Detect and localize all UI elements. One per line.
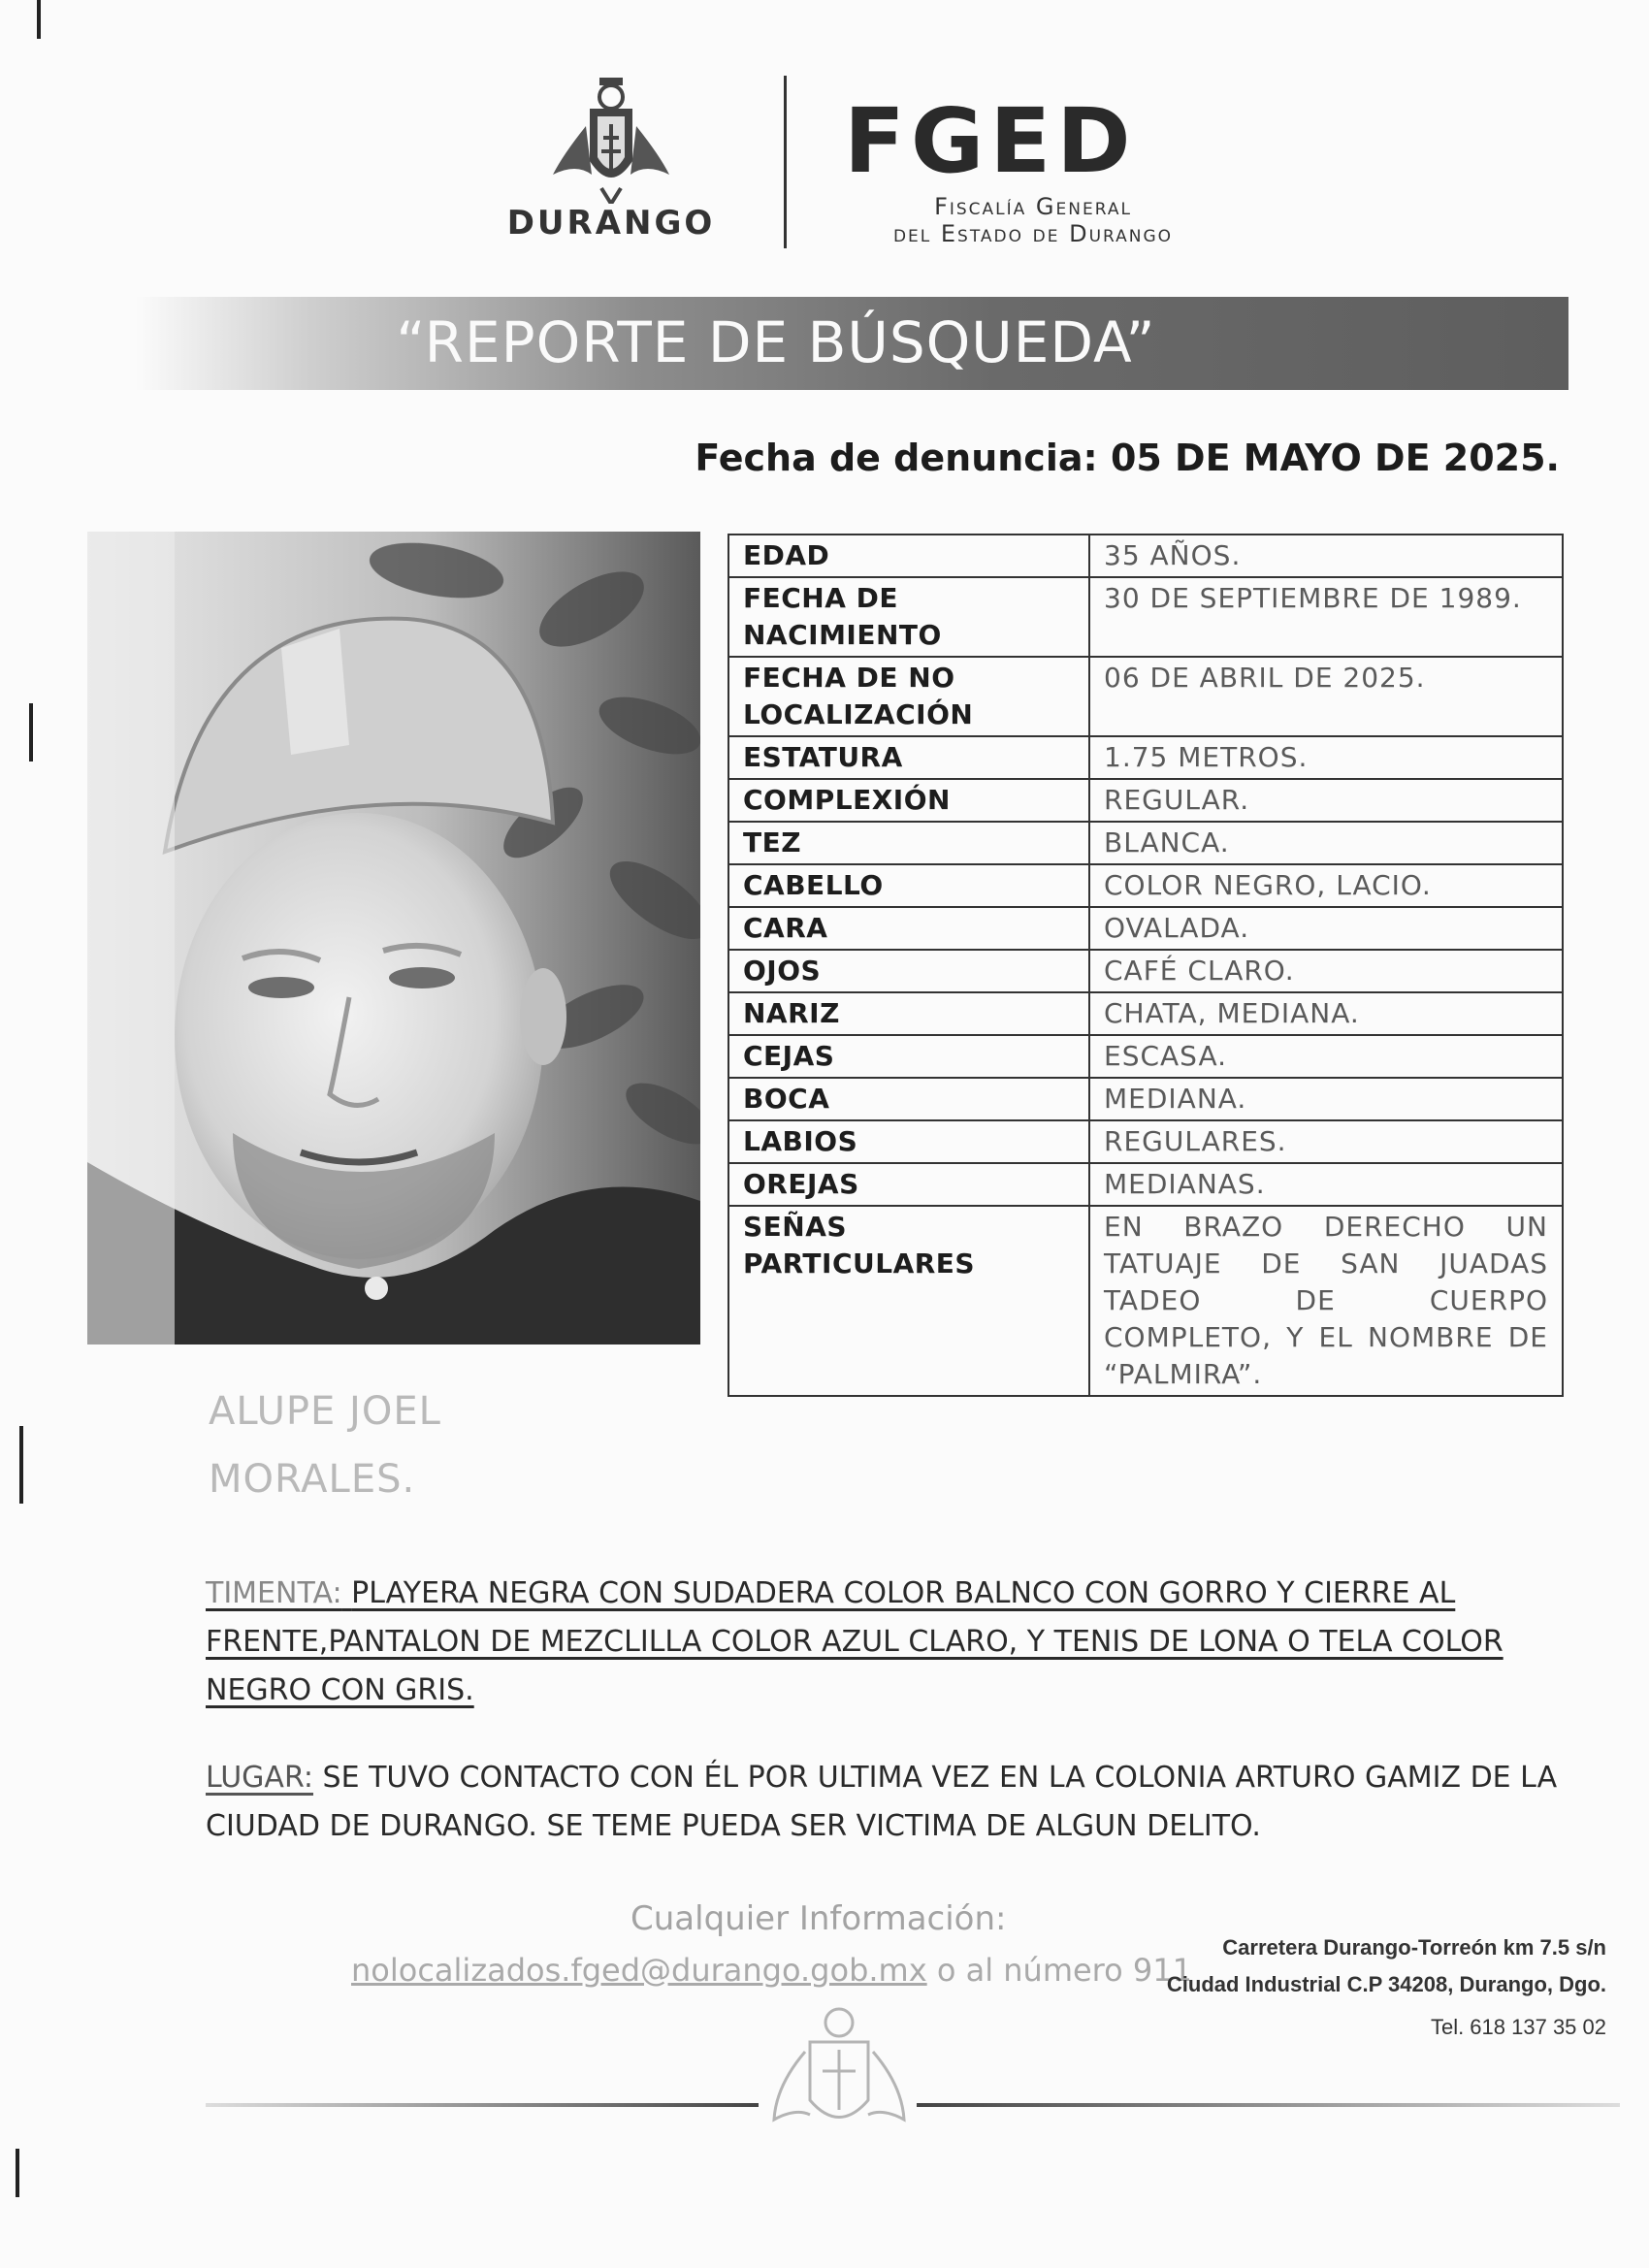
feature-label: FECHA DE NO LOCALIZACIÓN (728, 657, 1089, 736)
feature-value: EN BRAZO DERECHO UN TATUAJE DE SAN JUADAS TADEO DE CUERPO COMPLETO, Y EL NOMBRE DE “PALMIRA”. (1089, 1206, 1563, 1396)
feature-label: OJOS (728, 950, 1089, 992)
feature-value: 06 DE ABRIL DE 2025. (1089, 657, 1563, 736)
feature-label: CEJAS (728, 1035, 1089, 1078)
feature-value: COLOR NEGRO, LACIO. (1089, 864, 1563, 907)
feature-label: CARA (728, 907, 1089, 950)
feature-value: MEDIANA. (1089, 1078, 1563, 1120)
table-row (728, 657, 1563, 736)
agency-block (844, 89, 1232, 247)
contact-email-link[interactable]: nolocalizados.fged@durango.gob.mx (351, 1952, 927, 1989)
feature-label: TEZ (728, 822, 1089, 864)
feature-label: EDAD (728, 535, 1089, 577)
person-photo-image (87, 532, 700, 1345)
person-name-line1: ALUPE JOEL (209, 1389, 441, 1434)
header-divider (784, 76, 787, 248)
clothing-text: PLAYERA NEGRA CON SUDADERA COLOR BALNCO CON GORRO Y CIERRE AL FRENTE,PANTALON DE MEZCLILLA COLOR AZUL CLARO, Y TENIS DE LONA O TELA COLOR NEGRO CON GRIS. (206, 1576, 1504, 1707)
feature-label: NARIZ (728, 992, 1089, 1035)
table-row (728, 992, 1563, 1035)
scan-mark (37, 0, 41, 39)
features-table (728, 534, 1564, 1397)
feature-value: 30 DE SEPTIEMBRE DE 1989. (1089, 577, 1563, 657)
location-text: SE TUVO CONTACTO CON ÉL POR ULTIMA VEZ EN LA COLONIA ARTURO GAMIZ DE LA CIUDAD DE DURANGO. SE TEME PUEDA SER VICTIMA DE ALGUN DELITO. (206, 1761, 1558, 1843)
address-line2: Ciudad Industrial C.P 34208, Durango, Dgo. (1166, 1972, 1606, 1996)
durango-crest-icon (543, 68, 679, 204)
agency-name-line2: del Estado de Durango (892, 219, 1174, 247)
location-paragraph (206, 1754, 1564, 1851)
complaint-date-value: 05 DE MAYO DE 2025. (1110, 437, 1560, 479)
table-row (728, 1206, 1563, 1396)
feature-label: BOCA (728, 1078, 1089, 1120)
agency-abbrev: FGED (844, 89, 1137, 193)
feature-value: 1.75 METROS. (1089, 736, 1563, 779)
scan-mark (29, 703, 33, 761)
table-row (728, 1078, 1563, 1120)
report-title: “REPORTE DE BÚSQUEDA” (396, 309, 1156, 375)
feature-label: SEÑAS PARTICULARES (728, 1206, 1089, 1396)
footer-rule-right (917, 2103, 1620, 2107)
complaint-date-label: Fecha de denuncia: (695, 437, 1098, 479)
feature-label: COMPLEXIÓN (728, 779, 1089, 822)
durango-logo-text: DURANGO (506, 204, 716, 243)
table-row (728, 1163, 1563, 1206)
contact-line (351, 1952, 1192, 1989)
feature-label: ESTATURA (728, 736, 1089, 779)
feature-value: CAFÉ CLARO. (1089, 950, 1563, 992)
agency-name-line1: Fiscalía General (934, 193, 1132, 220)
feature-label: LABIOS (728, 1120, 1089, 1163)
feature-value: OVALADA. (1089, 907, 1563, 950)
table-row (728, 1035, 1563, 1078)
feature-value: REGULARES. (1089, 1120, 1563, 1163)
table-row (728, 736, 1563, 779)
feature-value: ESCASA. (1089, 1035, 1563, 1078)
table-row (728, 950, 1563, 992)
address-phone: Tel. 618 137 35 02 (1430, 2015, 1606, 2039)
person-name-line2: MORALES. (209, 1457, 416, 1502)
feature-value: BLANCA. (1089, 822, 1563, 864)
complaint-date-line (695, 437, 1560, 479)
clothing-paragraph (206, 1570, 1564, 1715)
feature-value: CHATA, MEDIANA. (1089, 992, 1563, 1035)
scan-mark (19, 1426, 23, 1504)
scan-mark (16, 2149, 19, 2197)
location-label: LUGAR: (206, 1761, 313, 1795)
table-row (728, 822, 1563, 864)
durango-logo (485, 68, 737, 252)
table-row (728, 1120, 1563, 1163)
feature-value: 35 AÑOS. (1089, 535, 1563, 577)
contact-label: Cualquier Información: (630, 1899, 1007, 1938)
clothing-label: TIMENTA: (206, 1576, 342, 1610)
footer-rule-left (206, 2103, 759, 2107)
feature-label: CABELLO (728, 864, 1089, 907)
missing-person-photo (87, 532, 700, 1345)
table-row (728, 907, 1563, 950)
table-row (728, 577, 1563, 657)
table-row (728, 779, 1563, 822)
feature-label: OREJAS (728, 1163, 1089, 1206)
feature-label: FECHA DE NACIMIENTO (728, 577, 1089, 657)
contact-phone: 911 (1132, 1952, 1192, 1989)
table-row (728, 864, 1563, 907)
contact-connector: o al número (936, 1952, 1123, 1989)
feature-value: MEDIANAS. (1089, 1163, 1563, 1206)
footer-seal-icon (766, 1993, 912, 2139)
table-row (728, 535, 1563, 577)
feature-value: REGULAR. (1089, 779, 1563, 822)
address-line1: Carretera Durango-Torreón km 7.5 s/n (1222, 1935, 1606, 1960)
